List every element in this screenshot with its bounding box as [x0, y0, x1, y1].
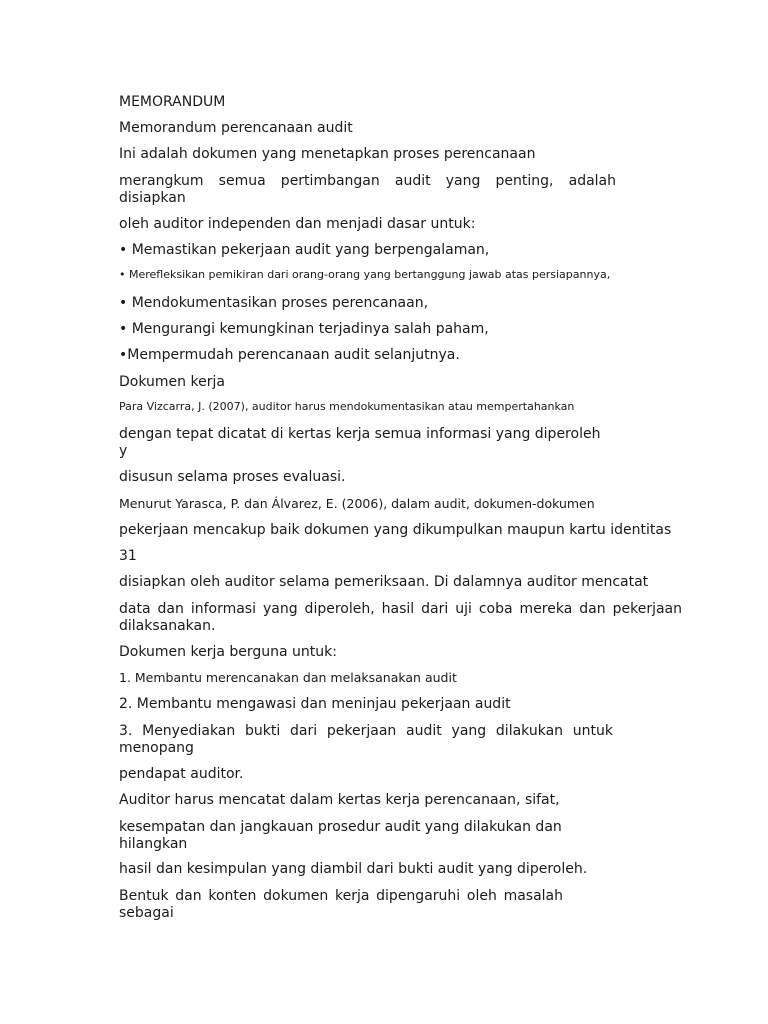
paragraph-line: Menurut Yarasca, P. dan Álvarez, E. (2006), dalam audit, dokumen-dokumen	[119, 496, 595, 511]
paragraph-line: Auditor harus mencatat dalam kertas kerja perencanaan, sifat,	[119, 792, 560, 808]
wrapped-line-rest: sebagai	[119, 905, 174, 921]
wrapped-line-first: 3. Menyediakan bukti dari pekerjaan audit yang dilakukan untuk	[119, 723, 613, 739]
memo-heading: MEMORANDUM	[119, 94, 226, 110]
paragraph-line: oleh auditor independen dan menjadi dasar untuk:	[119, 216, 476, 232]
section-title: Dokumen kerja	[119, 374, 225, 390]
numbered-item: 1. Membantu merencanakan dan melaksanakan audit	[119, 670, 457, 685]
wrapped-paragraph	[119, 173, 616, 207]
wrapped-line-rest: hilangkan	[119, 836, 188, 852]
paragraph-line: hasil dan kesimpulan yang diambil dari bukti audit yang diperoleh.	[119, 861, 588, 877]
wrapped-paragraph	[119, 723, 613, 757]
paragraph-line: Para Vizcarra, J. (2007), auditor harus mendokumentasikan atau mempertahankan	[119, 400, 575, 413]
wrapped-line-rest: disiapkan	[119, 190, 186, 206]
wrapped-line-rest: y	[119, 443, 128, 459]
paragraph-line: pendapat auditor.	[119, 766, 244, 782]
wrapped-line-rest: menopang	[119, 740, 194, 756]
wrapped-line-first: Bentuk dan konten dokumen kerja dipengaruhi oleh masalah	[119, 888, 563, 904]
paragraph-line: Ini adalah dokumen yang menetapkan proses perencanaan	[119, 146, 536, 162]
wrapped-line-first: data dan informasi yang diperoleh, hasil dari uji coba mereka dan pekerjaan	[119, 601, 682, 617]
wrapped-paragraph	[119, 819, 562, 853]
paragraph-line: disusun selama proses evaluasi.	[119, 469, 346, 485]
paragraph-line: pekerjaan mencakup baik dokumen yang dikumpulkan maupun kartu identitas	[119, 522, 672, 538]
wrapped-line-first: merangkum semua pertimbangan audit yang penting, adalah	[119, 173, 616, 189]
page-number: 31	[119, 548, 137, 564]
wrapped-paragraph	[119, 426, 600, 460]
bullet-item: • Merefleksikan pemikiran dari orang-orang yang bertanggung jawab atas persiapannya,	[119, 268, 611, 281]
wrapped-line-first: dengan tepat dicatat di kertas kerja semua informasi yang diperoleh	[119, 426, 601, 442]
numbered-item: 2. Membantu mengawasi dan meninjau pekerjaan audit	[119, 696, 511, 712]
bullet-item: • Mengurangi kemungkinan terjadinya salah paham,	[119, 321, 489, 337]
bullet-item: •Mempermudah perencanaan audit selanjutnya.	[119, 347, 460, 363]
paragraph-line: Memorandum perencanaan audit	[119, 120, 353, 136]
wrapped-line-first: kesempatan dan jangkauan prosedur audit yang dilakukan dan	[119, 819, 562, 835]
section-title: Dokumen kerja berguna untuk:	[119, 644, 337, 660]
bullet-item: • Mendokumentasikan proses perencanaan,	[119, 295, 429, 311]
wrapped-line-rest: dilaksanakan.	[119, 618, 216, 634]
wrapped-paragraph	[119, 601, 682, 635]
wrapped-paragraph	[119, 888, 563, 922]
paragraph-line: disiapkan oleh auditor selama pemeriksaan. Di dalamnya auditor mencatat	[119, 574, 649, 590]
bullet-item: • Memastikan pekerjaan audit yang berpengalaman,	[119, 242, 490, 258]
